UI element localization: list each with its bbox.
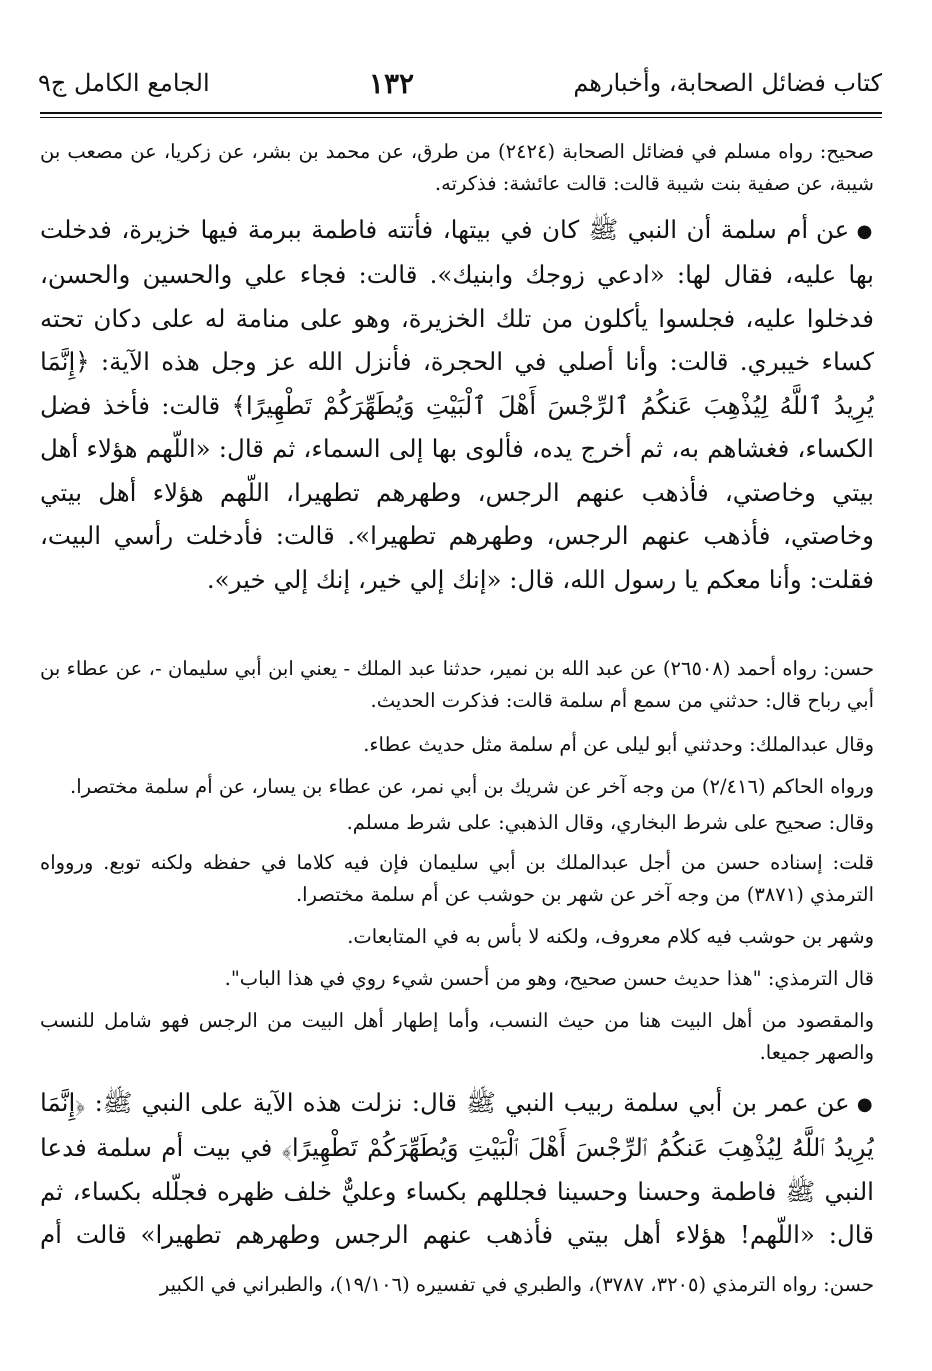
commentary-line: ورواه الحاكم (٢/٤١٦) من وجه آخر عن شريك بن أبي نمر، عن عطاء بن يسار، عن أم سلمة مختصرا. [70,775,874,798]
hadith-grading-note: حسن: رواه أحمد (٢٦٥٠٨) عن عبد الله بن نمير، حدثنا عبد الملك - يعني ابن أبي سليمان -، عن عطاء بن أبي رباح قال: حدثني من سمع أم سلمة قالت: فذكرت الحديث. [40,657,874,712]
commentary-line: والمقصود من أهل البيت هنا من حيث النسب، وأما إطهار أهل البيت من الرجس فهو شامل للنسب والصهر جميعا. [40,1009,874,1064]
page-body [40,136,874,1301]
page-number: ١٣٢ [368,66,415,100]
commentary-line: وقال: صحيح على شرط البخاري، وقال الذهبي: على شرط مسلم. [346,811,874,834]
commentary-line: وشهر بن حوشب فيه كلام معروف، ولكنه لا بأس به في المتابعات. [347,925,874,948]
running-header [38,58,882,108]
commentary-line: قال الترمذي: "هذا حديث حسن صحيح، وهو من أحسن شيء روي في هذا الباب". [224,967,874,990]
header-rule [40,112,882,118]
hadith-text: ● عن عمر بن أبي سلمة ربيب النبي ﷺ قال: نزلت هذه الآية على النبي ﷺ: ﴿إِنَّمَا يُرِيدُ ٱللَّهُ لِيُذْهِبَ عَنكُمُ ٱلرِّجْسَ أَهْلَ ٱلْبَيْتِ وَيُطَهِّرَكُمْ تَطْهِيرًا﴾ في بيت أم سلمة فدعا النبي ﷺ فاطمة وحسنا وحسينا فجللهم بكساء وعليٌّ خلف ظهره فجلّله بكساء، ثم قال: «اللّهم! هؤلاء أهل بيتي فأذهب عنهم الرجس وطهرهم تطهيرا» قالت أم [40,1081,874,1255]
book-title: كتاب فضائل الصحابة، وأخبارهم [573,69,882,97]
hadith-grading-note: حسن: رواه الترمذي (٣٢٠٥، ٣٧٨٧)، والطبري في تفسيره (١٩/١٠٦)، والطبراني في الكبير [159,1273,874,1296]
hadith-text: ● عن أم سلمة أن النبي ﷺ كان في بيتها، فأتته فاطمة ببرمة فيها خزيرة، فدخلت بها عليه، فقال لها: «ادعي زوجك وابنيك». قالت: فجاء علي والحسين والحسن، فدخلوا عليه، فجلسوا يأكلون من تلك الخزيرة، وهو على منامة له على دكان تحته كساء خيبري. قالت: وأنا أصلي في الحجرة، فأنزل الله عز وجل هذه الآية: ﴿إِنَّمَا يُرِيدُ ٱللَّهُ لِيُذْهِبَ عَنكُمُ ٱلرِّجْسَ أَهْلَ ٱلْبَيْتِ وَيُطَهِّرَكُمْ تَطْهِيرًا﴾ قالت: فأخذ فضل الكساء، فغشاهم به، ثم أخرج يده، فألوى بها إلى السماء، ثم قال: «اللّهم هؤلاء أهل بيتي وخاصتي، فأذهب عنهم الرجس، وطهرهم تطهيرا، اللّهم هؤلاء أهل بيتي وخاصتي، فأذهب عنهم الرجس، وطهرهم تطهيرا». قالت: فأدخلت رأسي البيت، فقلت: وأنا معكم يا رسول الله، قال: «إنك إلي خير، إنك إلي خير». [40,208,874,643]
hadith-grading-note: صحيح: رواه مسلم في فضائل الصحابة (٢٤٢٤) من طرق، عن محمد بن بشر، عن زكريا، عن مصعب بن شيبة، عن صفية بنت شيبة قالت: قالت عائشة: فذكرته. [40,140,874,195]
volume-label: الجامع الكامل ج٩ [38,69,210,97]
commentary-line: قلت: إسناده حسن من أجل عبدالملك بن أبي سليمان فإن فيه كلاما في حفظه ولكنه توبع. وروواه الترمذي (٣٨٧١) من وجه آخر عن شهر بن حوشب عن أم سلمة مختصرا. [40,851,874,906]
commentary-line: وقال عبدالملك: وحدثني أبو ليلى عن أم سلمة مثل حديث عطاء. [363,733,874,756]
